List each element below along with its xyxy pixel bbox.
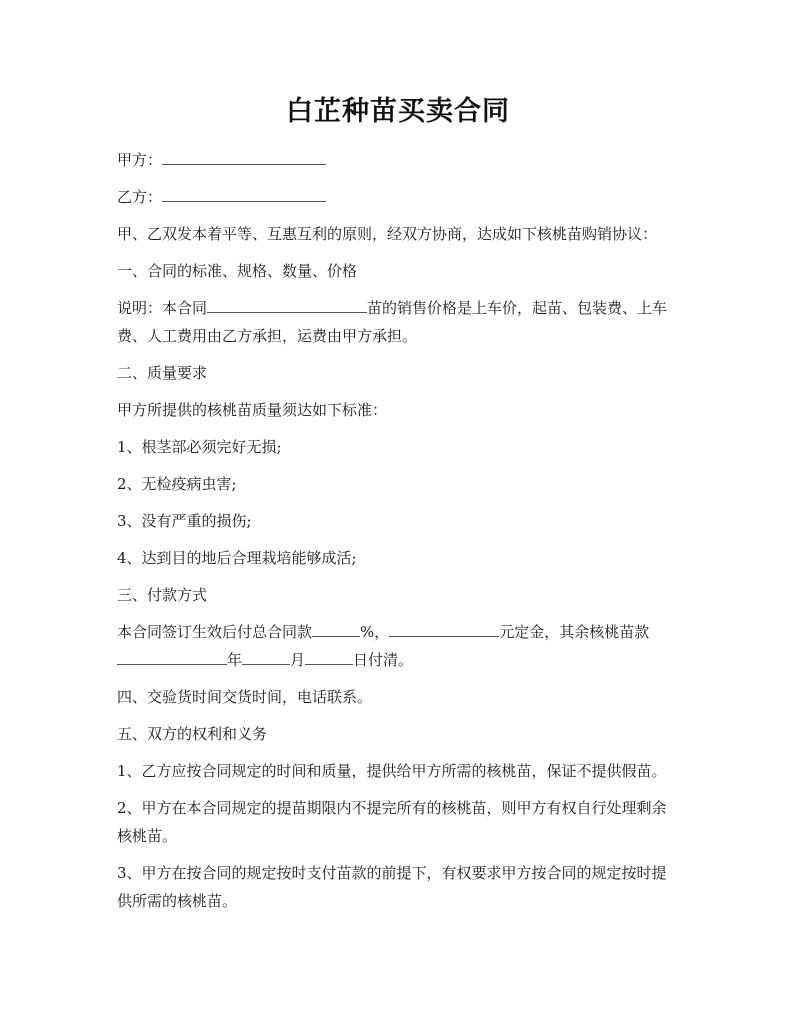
section1-heading: 一、合同的标准、规格、数量、价格 bbox=[117, 262, 358, 280]
party-a-line bbox=[117, 146, 679, 174]
intro-paragraph: 甲、乙双发本着平等、互惠互利的原则，经双方协商，达成如下核桃苗购销协议： bbox=[117, 225, 658, 243]
document-title: 白芷种苗买卖合同 bbox=[286, 96, 510, 127]
party-a-label: 甲方： bbox=[117, 151, 163, 169]
quality-item: 3、没有严重的损伤; bbox=[117, 512, 252, 530]
payment-part3: 元定金，其余核桃苗款 bbox=[499, 623, 650, 641]
section2-heading: 二、质量要求 bbox=[117, 364, 208, 382]
party-a-blank bbox=[162, 146, 326, 165]
quality-item: 2、无检疫病虫害; bbox=[117, 475, 237, 493]
quality-item: 1、根茎部必须完好无损; bbox=[117, 438, 282, 456]
party-b-blank bbox=[162, 183, 326, 202]
rights-item: 3、甲方在按合同的规定按时支付苗款的前提下，有权要求甲方按合同的规定按时提供所需的核桃苗。 bbox=[117, 864, 667, 910]
rights-item: 1、乙方应按合同规定的时间和质量，提供给甲方所需的核桃苗，保证不提供假苗。 bbox=[117, 762, 667, 780]
section4-heading: 四、交验货时间交货时间，电话联系。 bbox=[117, 688, 373, 706]
party-b-line bbox=[117, 183, 679, 211]
payment-part1: 本合同签订生效后付总合同款 bbox=[117, 623, 313, 641]
note-suffix: 苗的销售价格是上车价，起苗、包装费、上车费、人工费用由乙方承担，运费由甲方承担。 bbox=[117, 299, 668, 345]
note-prefix: 说明：本合同 bbox=[117, 299, 208, 317]
rights-item: 2、甲方在本合同规定的提苗期限内不提完所有的核桃苗，则甲方有权自行处理剩余核桃苗。 bbox=[117, 799, 667, 845]
party-b-label: 乙方： bbox=[117, 188, 163, 206]
percent-blank bbox=[312, 618, 360, 637]
document-body bbox=[117, 146, 679, 924]
payment-paragraph bbox=[117, 618, 679, 674]
section3-heading: 三、付款方式 bbox=[117, 586, 208, 604]
quality-item: 4、达到目的地后合理栽培能够成活; bbox=[117, 549, 357, 567]
payment-part5: 月 bbox=[290, 651, 306, 669]
payment-part6: 日付清。 bbox=[353, 651, 414, 669]
deposit-blank bbox=[389, 618, 499, 637]
section1-note bbox=[117, 294, 679, 350]
month-blank bbox=[242, 646, 290, 665]
section2-lead: 甲方所提供的核桃苗质量须达如下标准： bbox=[117, 401, 388, 419]
section5-heading: 五、双方的权利和义务 bbox=[117, 725, 268, 743]
day-blank bbox=[305, 646, 353, 665]
payment-part4: 年 bbox=[227, 651, 243, 669]
year-blank bbox=[117, 646, 227, 665]
seedling-name-blank bbox=[207, 294, 367, 313]
payment-part2: %， bbox=[360, 623, 390, 641]
